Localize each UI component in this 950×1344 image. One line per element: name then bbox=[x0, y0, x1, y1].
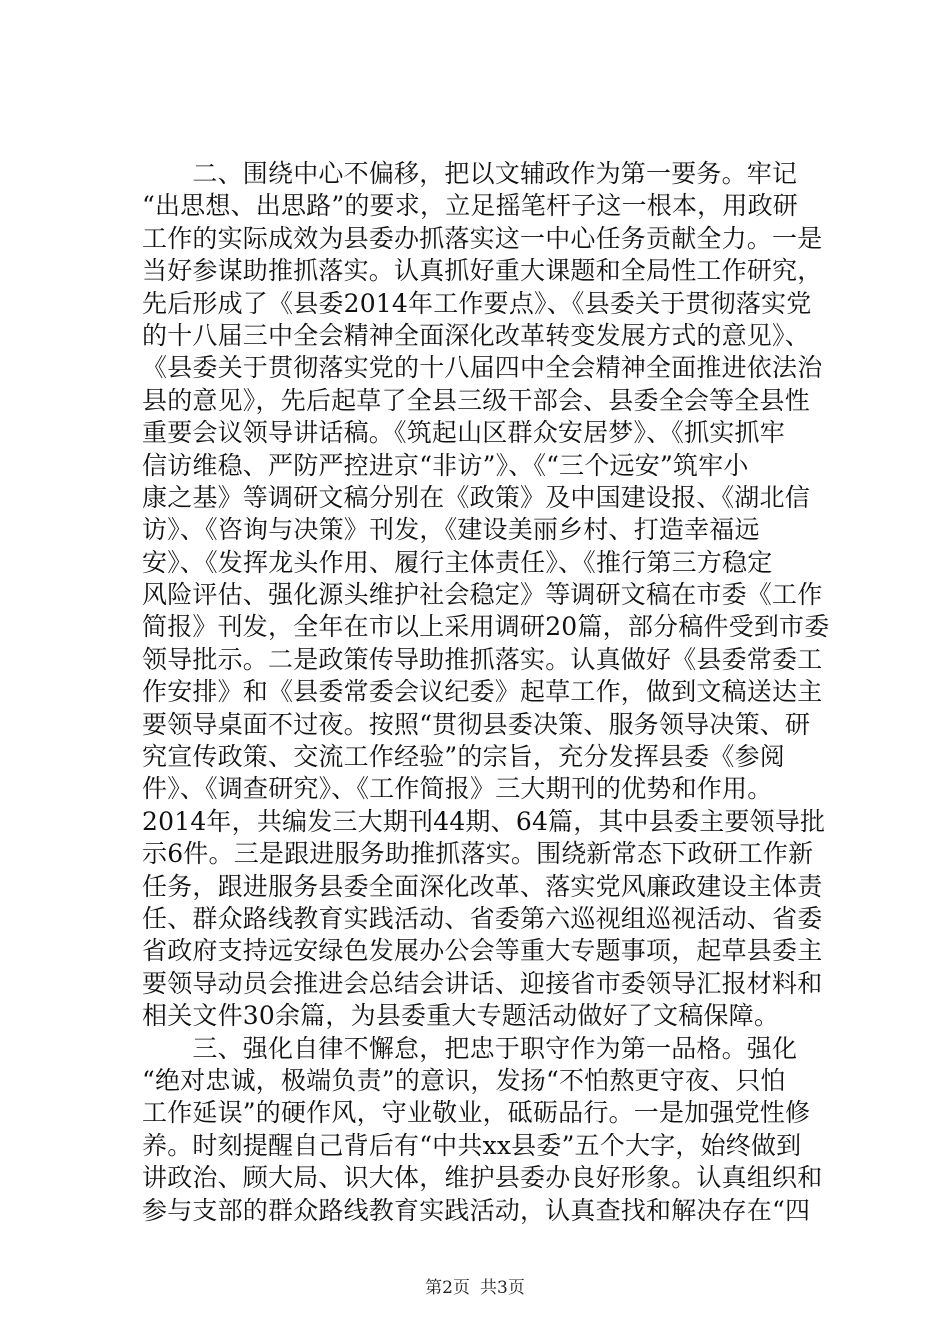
text-line: 任务，跟进服务县委全面深化改革、落实党风廉政建设主体责 bbox=[142, 871, 823, 901]
text-line: 简报》刊发，全年在市以上采用调研20篇，部分稿件受到市委 bbox=[142, 612, 830, 642]
text-line: 讲政治、顾大局、识大体，维护县委办良好形象。认真组织和 bbox=[142, 1163, 823, 1193]
text-line: 相关文件30余篇，为县委重大专题活动做好了文稿保障。 bbox=[142, 1001, 780, 1031]
text-line: 信访维稳、严防严控进京“非访”》、《“三个远安”筑牢小 bbox=[142, 450, 749, 480]
page-total: 共3页 bbox=[480, 1278, 525, 1298]
text-line: 要领导桌面不过夜。按照“贯彻县委决策、服务领导决策、研 bbox=[142, 709, 811, 739]
text-line: 参与支部的群众路线教育实践活动，认真查找和解决存在“四 bbox=[142, 1195, 811, 1225]
text-line: 《县委关于贯彻落实党的十八届四中全会精神全面推进依法治 bbox=[142, 353, 823, 383]
page-number: 第2页 bbox=[425, 1278, 470, 1298]
text-line: 作安排》和《县委常委会议纪委》起草工作，做到文稿送达主 bbox=[142, 677, 823, 707]
text-line: 件》、《调查研究》、《工作简报》三大期刊的优势和作用。 bbox=[142, 774, 773, 804]
text-line: 康之基》等调研文稿分别在《政策》及中国建设报、《湖北信 bbox=[142, 482, 810, 512]
text-line: 究宣传政策、交流工作经验”的宗旨，充分发挥县委《参阅 bbox=[142, 742, 785, 772]
text-line: 工作延误”的硬作风，守业敬业，砥砺品行。一是加强党性修 bbox=[142, 1098, 811, 1128]
text-line: 工作的实际成效为县委办抓落实这一中心任务贡献全力。一是 bbox=[142, 223, 823, 253]
text-line: “出思想、出思路”的要求，立足摇笔杆子这一根本，用政研 bbox=[142, 191, 798, 221]
text-line: 要领导动员会推进会总结会讲话、迎接省市委领导汇报材料和 bbox=[142, 968, 823, 998]
document-body bbox=[142, 158, 832, 1227]
text-line: 领导批示。二是政策传导助推抓落实。认真做好《县委常委工 bbox=[142, 644, 823, 674]
page-footer bbox=[0, 1277, 950, 1299]
text-line: 当好参谋助推抓落实。认真抓好重大课题和全局性工作研究， bbox=[142, 256, 823, 286]
text-line: 安》、《发挥龙头作用、履行主体责任》、《推行第三方稳定 bbox=[142, 547, 773, 577]
text-line: 的十八届三中全会精神全面深化改革转变发展方式的意见》、 bbox=[142, 320, 810, 350]
text-line: 风险评估、强化源头维护社会稳定》等调研文稿在市委《工作 bbox=[142, 580, 823, 610]
text-line: 2014年，共编发三大期刊44期、64篇，其中县委主要领导批 bbox=[142, 806, 826, 836]
text-line: 县的意见》，先后起草了全县三级干部会、县委全会等全县性 bbox=[142, 385, 810, 415]
text-line: 养。时刻提醒自己背后有“中共xx县委”五个大字，始终做到 bbox=[142, 1130, 802, 1160]
text-line: 示6件。三是跟进服务助推抓落实。围绕新常态下政研工作新 bbox=[142, 839, 814, 869]
text-line: 三、强化自律不懈怠，把忠于职守作为第一品格。强化 bbox=[142, 1033, 798, 1063]
text-line: 省政府支持远安绿色发展办公会等重大专题事项，起草县委主 bbox=[142, 936, 823, 966]
text-line: 先后形成了《县委2014年工作要点》、《县委关于贯彻落实党 bbox=[142, 288, 812, 318]
text-line: “绝对忠诚，极端负责”的意识，发扬“不怕熬更守夜、只怕 bbox=[142, 1065, 786, 1095]
text-line: 二、围绕中心不偏移，把以文辅政作为第一要务。牢记 bbox=[142, 159, 798, 188]
text-line: 访》、《咨询与决策》刊发，《建设美丽乡村、打造幸福远 bbox=[142, 515, 760, 545]
text-line: 重要会议领导讲话稿。《筑起山区群众安居梦》、《抓实抓牢 bbox=[142, 418, 785, 448]
text-line: 任、群众路线教育实践活动、省委第六巡视组巡视活动、省委 bbox=[142, 903, 823, 933]
